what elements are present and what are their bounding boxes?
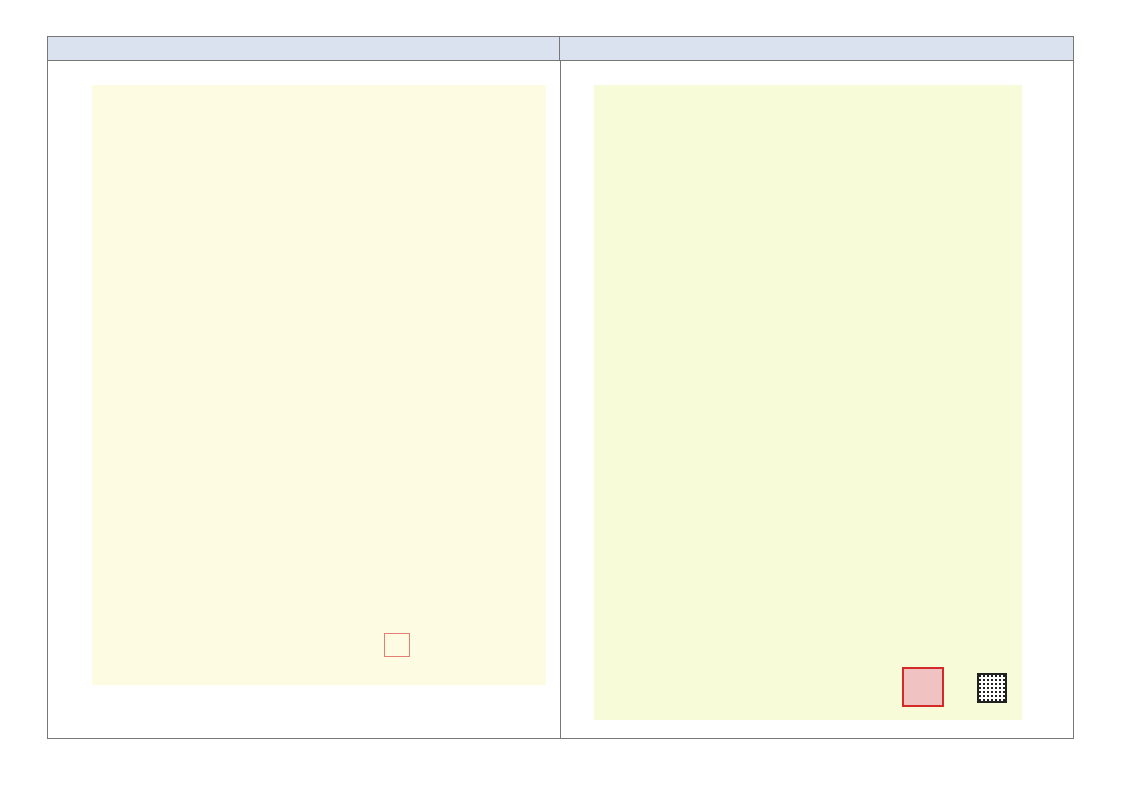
green-building-certificate: [594, 85, 1022, 720]
column-divider: [560, 61, 561, 738]
category-score-chart: [604, 469, 1014, 629]
left-column-header: [48, 37, 560, 61]
total-grade: [842, 460, 846, 466]
qr-code[interactable]: [977, 673, 1007, 703]
housing-performance-certificate: [92, 85, 546, 685]
right-column-header: [560, 37, 1073, 61]
official-seal: [384, 633, 410, 657]
official-seal: [902, 667, 944, 707]
kpc-logo: [704, 673, 710, 697]
